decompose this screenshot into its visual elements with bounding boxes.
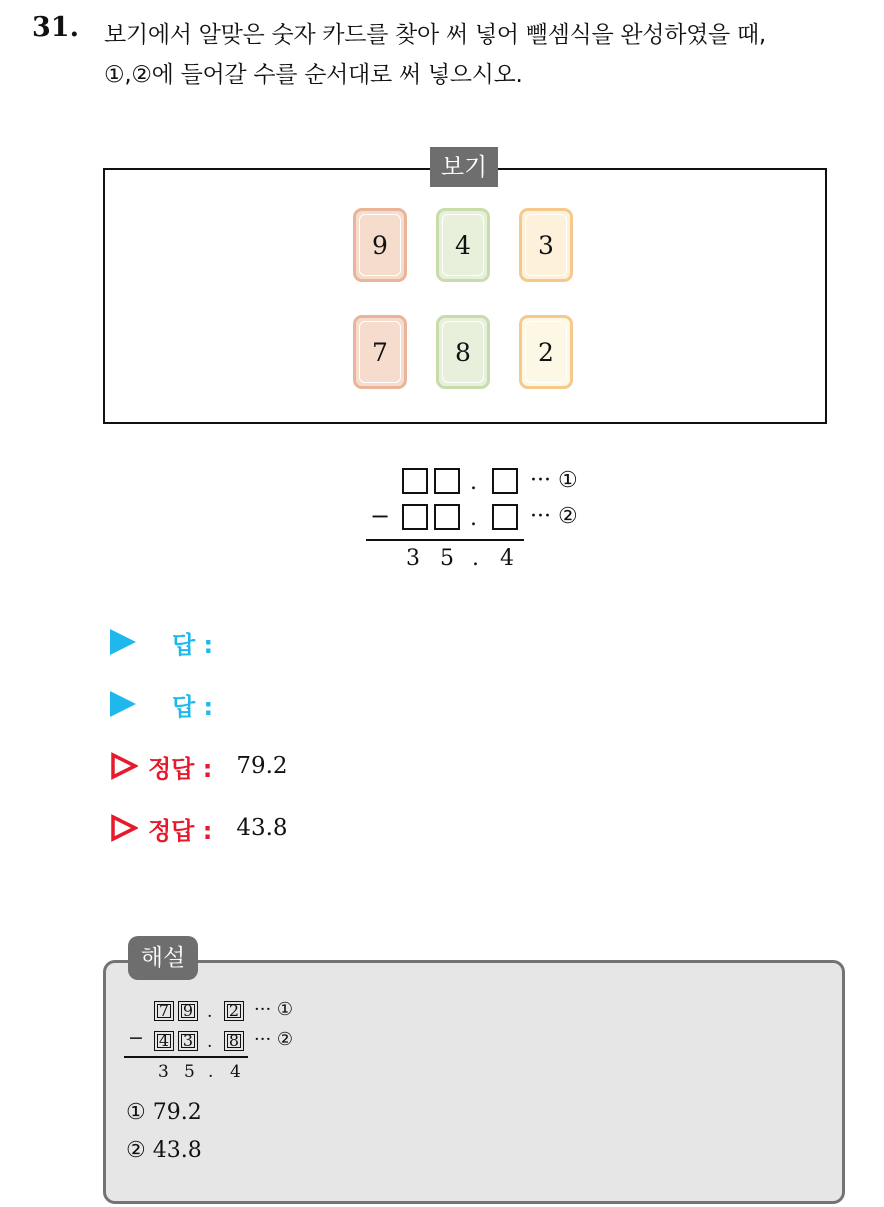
result-digit: 4: [500, 546, 514, 571]
correct-answer-value: 79.2: [236, 753, 288, 779]
sum-line: [124, 1056, 248, 1058]
question-text-line1: 보기에서 알맞은 숫자 카드를 찾아 써 넣어 뺄셈식을 완성하였을 때,: [104, 22, 766, 48]
result-digit: 3: [406, 546, 420, 571]
sum-line: [366, 539, 524, 541]
outline-triangle-icon: [110, 814, 138, 842]
minus-sign: −: [370, 502, 391, 530]
decimal-point: .: [470, 506, 477, 531]
number-card: [519, 208, 573, 282]
marker-2: ··· ②: [254, 1029, 294, 1050]
minus-sign: −: [128, 1027, 144, 1049]
marker-1: ··· ①: [530, 468, 578, 493]
result-digit: 5: [184, 1062, 195, 1082]
answer-box: [434, 468, 460, 494]
result-digit: 3: [158, 1062, 169, 1082]
result-digit: 5: [440, 546, 454, 571]
answer-box: [402, 468, 428, 494]
result-digit: .: [472, 546, 479, 571]
number-card: [436, 208, 490, 282]
correct-answer-value: 43.8: [236, 815, 288, 841]
card-value: 4: [455, 230, 471, 260]
solution-box: [103, 960, 845, 1204]
answer-box: [402, 504, 428, 530]
triangle-bullet-icon: [110, 691, 136, 717]
card-value: 9: [372, 230, 388, 260]
correct-answer-row-2: [110, 810, 288, 846]
bogi-label: 보기: [430, 147, 498, 187]
card-value: 3: [538, 230, 554, 260]
filled-digit-box: 9: [178, 1000, 200, 1021]
number-card: [353, 315, 407, 389]
result-digit: 4: [230, 1062, 241, 1082]
answer-label: 답 :: [172, 692, 214, 721]
filled-digit-box: 4: [154, 1030, 176, 1051]
correct-answer-row-1: [110, 748, 288, 784]
solution-label: 해설: [128, 936, 198, 980]
answer-box: [492, 504, 518, 530]
solution-answer-2: ② 43.8: [126, 1138, 202, 1163]
correct-answer-label: 정답 :: [148, 754, 213, 783]
filled-digit-box: 3: [178, 1030, 200, 1051]
decimal-point: .: [207, 1002, 213, 1022]
number-card: [436, 315, 490, 389]
decimal-point: .: [207, 1032, 213, 1052]
answer-label: 답 :: [172, 630, 214, 659]
answer-box: [492, 468, 518, 494]
answer-row-1: [110, 624, 213, 660]
answer-row-2: [110, 686, 213, 722]
number-card: [519, 315, 573, 389]
triangle-bullet-icon: [110, 629, 136, 655]
filled-digit-box: 8: [224, 1030, 246, 1051]
card-value: 8: [455, 337, 471, 367]
card-value: 7: [372, 337, 388, 367]
solution-answer-1: ① 79.2: [126, 1100, 202, 1125]
decimal-point: .: [470, 470, 477, 495]
outline-triangle-icon: [110, 752, 138, 780]
answer-box: [434, 504, 460, 530]
filled-digit-box: 7: [154, 1000, 176, 1021]
card-value: 2: [538, 337, 554, 367]
question-text-line2: ①,②에 들어갈 수를 순서대로 써 넣으시오.: [104, 62, 523, 88]
marker-2: ··· ②: [530, 504, 578, 529]
number-card: [353, 208, 407, 282]
correct-answer-label: 정답 :: [148, 816, 213, 845]
question-number: 31.: [32, 12, 79, 43]
filled-digit-box: 2: [224, 1000, 246, 1021]
result-digit: .: [208, 1062, 214, 1082]
marker-1: ··· ①: [254, 999, 294, 1020]
